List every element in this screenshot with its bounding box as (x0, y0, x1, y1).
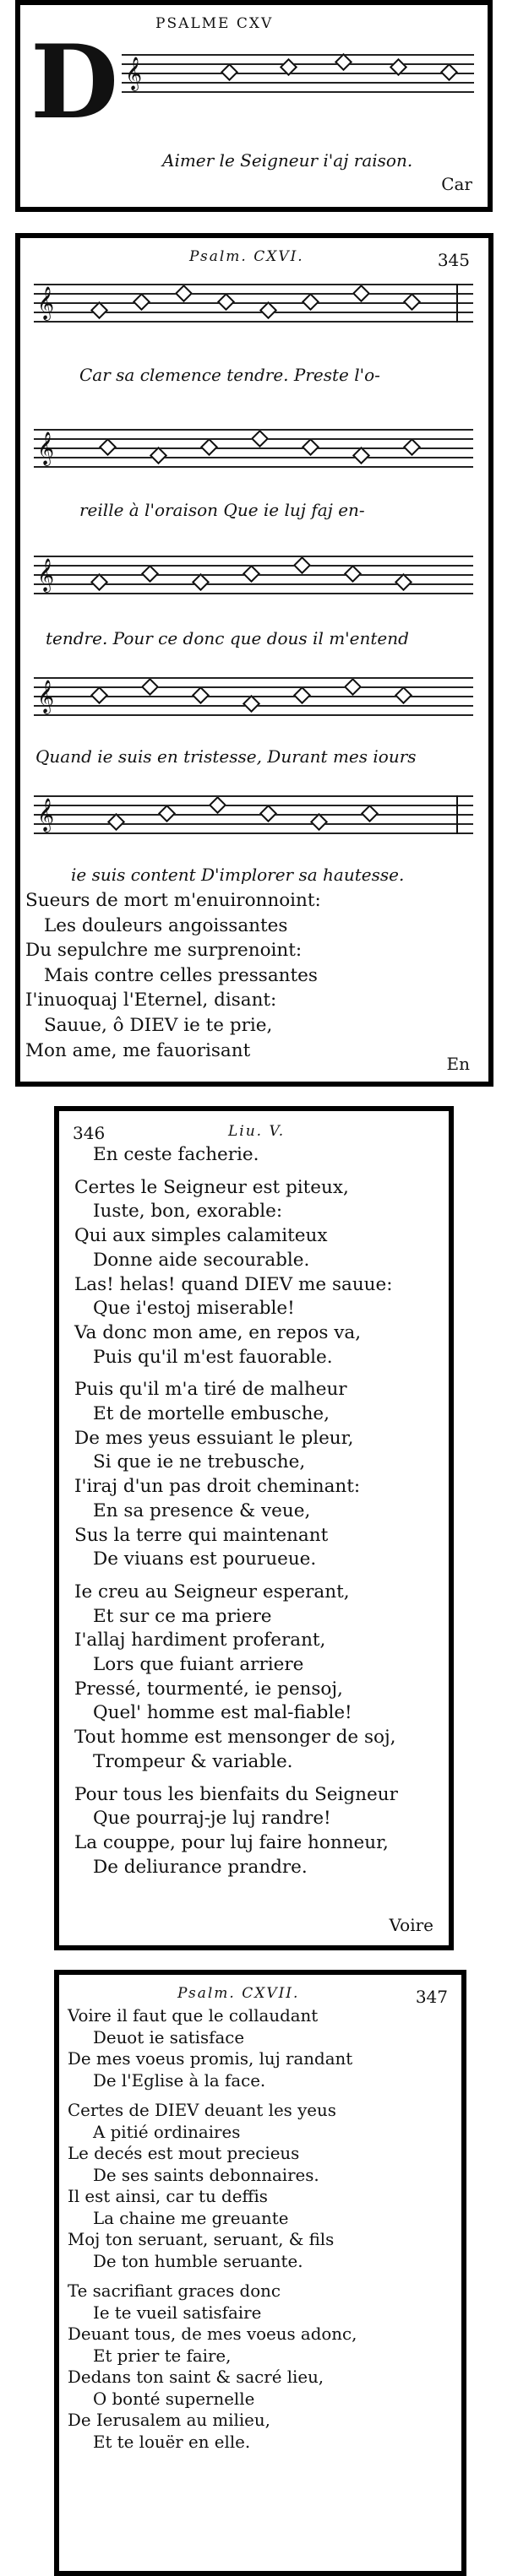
verse-line: Et de mortelle embusche, (93, 1403, 330, 1425)
verse-line: Va donc mon ame, en repos va, (74, 1321, 362, 1343)
note-icon (361, 805, 379, 822)
drop-cap-initial: D (30, 23, 119, 142)
verse-line: I'inuoquaj l'Eternel, disant: (25, 990, 277, 1011)
lyric-line: reille à l'oraison Que ie luj faj en- (79, 500, 365, 520)
verse-line: Lors que fuiant arriere (93, 1654, 304, 1676)
verse-line: Puis qu'il m'est fauorable. (93, 1346, 333, 1368)
note-icon (344, 565, 362, 583)
verse-line: Et sur ce ma priere (93, 1605, 272, 1627)
verse-block (68, 2005, 357, 2453)
note-icon (302, 438, 319, 456)
verse-line: Ie te vueil satisfaire (93, 2302, 262, 2323)
music-staff (34, 556, 473, 594)
note-icon (352, 285, 370, 302)
verse-line: Deuant tous, de mes voeus adonc, (68, 2324, 357, 2344)
verse-line: Pressé, tourmenté, ie pensoj, (74, 1678, 343, 1700)
note-icon (259, 805, 277, 822)
catchword: En (446, 1054, 470, 1074)
note-icon (200, 438, 218, 456)
note-icon (302, 293, 319, 311)
verse-line: Donne aide secourable. (93, 1249, 310, 1271)
note-icon (395, 686, 412, 704)
note-icon (310, 813, 328, 831)
running-header: Psalm. CXVII. (177, 1985, 300, 2002)
verse-line: Trompeur & variable. (93, 1750, 293, 1772)
verse-line: Du sepulchre me surprenoint: (25, 940, 303, 962)
page-347 (54, 1970, 466, 2576)
verse-line: Quel' homme est mal-fiable! (93, 1702, 352, 1724)
verse-line: Tout homme est mensonger de soj, (74, 1727, 396, 1749)
verse-line: Les douleurs angoissantes (44, 914, 288, 936)
note-icon (440, 63, 458, 81)
verse-line: En sa presence & veue, (93, 1500, 311, 1521)
verse-line: Mon ame, me fauorisant (25, 1039, 251, 1061)
verse-line: En ceste facherie. (93, 1144, 259, 1165)
page-number: 347 (415, 1987, 448, 2007)
note-icon (175, 285, 193, 302)
verse-line: Voire il faut que le collaudant (68, 2006, 319, 2026)
verse-line: Que i'estoj miserable! (93, 1298, 295, 1320)
note-icon (107, 813, 125, 831)
clef-icon: 𝄞 (37, 680, 55, 713)
note-icon (99, 438, 117, 456)
page-number: 346 (73, 1123, 106, 1143)
note-icon (133, 293, 150, 311)
verse-line: Et te louër en elle. (93, 2432, 251, 2452)
note-icon (344, 678, 362, 696)
catchword: Voire (389, 1915, 433, 1935)
note-icon (221, 63, 238, 81)
running-header: Psalm. CXVI. (189, 248, 304, 265)
note-icon (90, 301, 108, 319)
note-icon (243, 695, 260, 713)
verse-line: I'allaj hardiment proferant, (74, 1630, 326, 1651)
catchword: Car (441, 174, 472, 194)
note-icon (217, 293, 235, 311)
note-icon (90, 686, 108, 704)
note-icon (293, 556, 311, 574)
note-icon (243, 565, 260, 583)
music-staff (34, 284, 473, 323)
note-icon (403, 438, 421, 456)
lyric-line: tendre. Pour ce donc que dous il m'entend (46, 628, 409, 648)
verse-line: Puis qu'il m'a tiré de malheur (74, 1379, 347, 1401)
verse-line: De mes yeus essuiant le pleur, (74, 1427, 354, 1449)
clef-icon: 𝄞 (37, 798, 55, 832)
music-staff (34, 677, 473, 716)
verse-line: Que pourraj-je luj randre! (93, 1808, 331, 1830)
verse-line: Mais contre celles pressantes (44, 964, 318, 986)
verse-line: Deuot ie satisface (93, 2027, 245, 2047)
verse-line: Le decés est mout precieus (68, 2144, 300, 2163)
note-icon (150, 447, 167, 464)
clef-icon: 𝄞 (37, 286, 55, 320)
verse-line: I'iraj d'un pas droit cheminant: (74, 1476, 361, 1498)
lyric-line: ie suis content D'implorer sa hautesse. (71, 865, 405, 885)
verse-line: De deliurance prandre. (93, 1856, 308, 1878)
verse-line: Moj ton seruant, seruant, & fils (68, 2230, 335, 2249)
clef-icon: 𝄞 (37, 558, 55, 592)
note-icon (192, 573, 210, 591)
note-icon (158, 805, 176, 822)
verse-line: De ses saints debonnaires. (93, 2165, 319, 2185)
page-345 (15, 233, 493, 1087)
verse-line: A pitié ordinaires (93, 2122, 241, 2142)
verse-line: De mes voeus promis, luj randant (68, 2049, 353, 2069)
page-fragment-psalm-115 (15, 0, 493, 212)
verse-line: De Ierusalem au milieu, (68, 2411, 270, 2430)
verse-line: Si que ie ne trebusche, (93, 1451, 306, 1473)
lyric-line: Quand ie suis en tristesse, Durant mes iours (35, 746, 417, 767)
music-staff (34, 795, 473, 834)
lyric-line: Car sa clemence tendre. Preste l'o- (79, 365, 380, 385)
verse-line: La chaine me greuante (93, 2208, 289, 2228)
verse-line: Iuste, bon, exorable: (93, 1201, 283, 1223)
verse-line: Te sacrifiant graces donc (68, 2281, 281, 2301)
verse-line: Dedans ton saint & sacré lieu, (68, 2367, 324, 2387)
lyric-line: Aimer le Seigneur i'aj raison. (162, 150, 413, 171)
verse-line: Ie creu au Seigneur esperant, (74, 1581, 350, 1603)
verse-line: Certes le Seigneur est piteux, (74, 1176, 349, 1198)
page-346 (54, 1106, 454, 1950)
verse-line: Qui aux simples calamiteux (74, 1225, 328, 1247)
note-icon (395, 573, 412, 591)
verse-line: De l'Eglise à la face. (93, 2070, 266, 2091)
verse-block (74, 1143, 398, 1879)
verse-line: Et prier te faire, (93, 2346, 232, 2366)
running-header: Liu. V. (228, 1123, 286, 1140)
note-icon (403, 293, 421, 311)
music-staff (122, 54, 474, 93)
note-icon (352, 447, 370, 464)
clef-icon: 𝄞 (125, 57, 143, 90)
page-number: 345 (437, 250, 470, 270)
note-icon (259, 301, 277, 319)
note-icon (251, 430, 269, 447)
note-icon (141, 678, 159, 696)
verse-line: Pour tous les bienfaits du Seigneur (74, 1783, 398, 1805)
verse-line: De viuans est pourueue. (93, 1548, 317, 1570)
verse-line: O bonté supernelle (93, 2389, 255, 2409)
verse-line: De ton humble seruante. (93, 2251, 303, 2271)
running-header: PSALME CXV (155, 15, 274, 32)
note-icon (90, 573, 108, 591)
verse-line: Sauue, ô DIEV ie te prie, (44, 1014, 273, 1036)
verse-line: La couppe, pour luj faire honneur, (74, 1831, 389, 1853)
verse-line: Certes de DIEV deuant les yeus (68, 2101, 336, 2120)
verse-line: Las! helas! quand DIEV me sauue: (74, 1273, 393, 1295)
note-icon (209, 796, 226, 814)
note-icon (293, 686, 311, 704)
verse-block (25, 888, 321, 1063)
verse-line: Sueurs de mort m'enuironnoint: (25, 890, 321, 911)
clef-icon: 𝄞 (37, 431, 55, 465)
note-icon (192, 686, 210, 704)
verse-line: Il est ainsi, car tu deffis (68, 2187, 268, 2206)
note-icon (335, 53, 352, 71)
note-icon (141, 565, 159, 583)
verse-line: Sus la terre qui maintenant (74, 1524, 329, 1546)
music-staff (34, 429, 473, 468)
